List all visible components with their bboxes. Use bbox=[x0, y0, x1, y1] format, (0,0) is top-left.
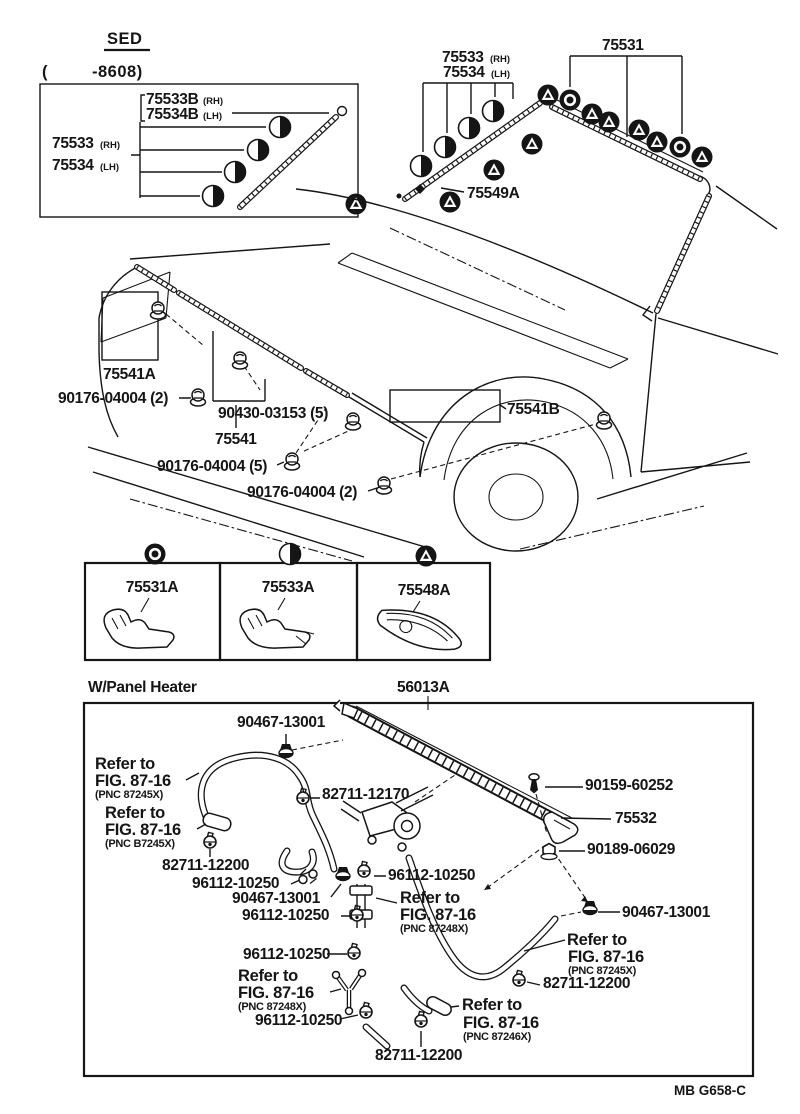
part-side-lh: (LH) bbox=[100, 162, 119, 173]
clamp-icon bbox=[360, 1003, 372, 1019]
refer-note-4-line3: (PNC 87248X) bbox=[238, 1001, 306, 1013]
part-label-90467-right: 90467-13001 bbox=[622, 904, 711, 921]
part-label-90467-mid: 90467-13001 bbox=[232, 890, 321, 907]
clamp-icon bbox=[348, 944, 360, 960]
clip-legend bbox=[85, 544, 490, 661]
part-side-lh: (LH) bbox=[203, 111, 222, 122]
part-side-rh: (RH) bbox=[100, 140, 121, 151]
part-label-82711-bottom: 82711-12200 bbox=[375, 1047, 463, 1064]
grommet-icon bbox=[279, 744, 293, 758]
legend-label-75531a: 75531A bbox=[125, 579, 179, 596]
clip-75531a-drawing bbox=[104, 609, 174, 648]
legend-label-75533a: 75533A bbox=[261, 579, 315, 596]
refer-note-5-line2: FIG. 87-16 bbox=[568, 948, 644, 966]
refer-note-3-line3: (PNC 87248X) bbox=[400, 923, 468, 935]
part-label-75534b: 75534B bbox=[146, 106, 199, 123]
refer-note-5-line3: (PNC 87245X) bbox=[568, 965, 636, 977]
car-body-outline bbox=[88, 186, 778, 561]
refer-note-4-line2: FIG. 87-16 bbox=[238, 984, 314, 1002]
clip-75548a-drawing bbox=[373, 604, 466, 656]
part-label-75533-inset: 75533 bbox=[52, 135, 94, 152]
part-label-90159: 90159-60252 bbox=[585, 777, 674, 794]
windshield-mouldings bbox=[346, 56, 713, 321]
legend-label-75548a: 75548A bbox=[397, 582, 451, 599]
part-label-96112-right: 96112-10250 bbox=[388, 867, 476, 884]
range-paren: ( bbox=[42, 63, 48, 81]
part-label-96112-1: 96112-10250 bbox=[192, 875, 280, 892]
refer-note-3-line1: Refer to bbox=[400, 889, 460, 907]
part-label-75549a: 75549A bbox=[467, 185, 520, 202]
part-label-90467-top: 90467-13001 bbox=[237, 714, 326, 731]
part-label-90176-mid: 90176-04004 (5) bbox=[157, 458, 268, 475]
part-label-75541b: 75541B bbox=[507, 401, 560, 418]
half-circle-marker bbox=[248, 140, 269, 161]
part-label-90430: 90430-03153 (5) bbox=[218, 405, 329, 422]
early-production-inset bbox=[40, 50, 358, 217]
clamp-icon bbox=[358, 862, 370, 878]
refer-note-1-line1: Refer to bbox=[95, 755, 155, 773]
refer-note-1-line3: (PNC 87245X) bbox=[95, 789, 163, 801]
bullseye-marker bbox=[145, 544, 166, 565]
refer-note-5-line1: Refer to bbox=[567, 931, 627, 949]
part-label-75533b: 75533B bbox=[146, 91, 199, 108]
clamp-icon bbox=[513, 971, 525, 987]
refer-note-1-line2: FIG. 87-16 bbox=[95, 772, 171, 790]
part-label-82711-right: 82711-12200 bbox=[543, 975, 631, 992]
part-label-90189: 90189-06029 bbox=[587, 841, 676, 858]
part-label-90176-top: 90176-04004 (2) bbox=[58, 390, 169, 407]
refer-note-6-line3: (PNC 87246X) bbox=[463, 1031, 531, 1043]
part-side-lh: (LH) bbox=[491, 69, 510, 80]
refer-note-3-line2: FIG. 87-16 bbox=[400, 906, 476, 924]
triangle-circle-marker bbox=[416, 546, 437, 567]
screw-icon bbox=[529, 774, 539, 794]
refer-note-6-line1: Refer to bbox=[462, 996, 522, 1014]
part-label-96112-2: 96112-10250 bbox=[242, 907, 330, 924]
part-label-75541a: 75541A bbox=[103, 366, 156, 383]
refer-note-6-line2: FIG. 87-16 bbox=[463, 1014, 539, 1032]
half-circle-marker bbox=[203, 186, 224, 207]
section-title-panel-heater: W/Panel Heater bbox=[88, 679, 197, 696]
hood-front-moulding-strip bbox=[137, 267, 347, 395]
clip-75533a-drawing bbox=[240, 609, 314, 648]
part-label-75534: 75534 bbox=[443, 64, 485, 81]
grommet-icon bbox=[583, 901, 597, 915]
part-label-82711-12170: 82711-12170 bbox=[322, 786, 410, 803]
part-label-75532: 75532 bbox=[615, 810, 657, 827]
part-label-96112-4: 96112-10250 bbox=[255, 1012, 343, 1029]
part-label-56013a: 56013A bbox=[397, 679, 450, 696]
model-code-label: SED bbox=[107, 30, 143, 48]
refer-note-4-line1: Refer to bbox=[238, 967, 298, 985]
half-circle-marker bbox=[280, 544, 301, 565]
refer-note-2-line1: Refer to bbox=[105, 804, 165, 822]
clamp-icon bbox=[415, 1012, 427, 1028]
clamp-icon bbox=[204, 833, 216, 849]
part-label-90176-low: 90176-04004 (2) bbox=[247, 484, 358, 501]
part-label-75541: 75541 bbox=[215, 431, 257, 448]
part-label-75533: 75533 bbox=[442, 49, 484, 66]
production-range-label: -8608) bbox=[92, 63, 143, 81]
part-label-75534-inset: 75534 bbox=[52, 157, 94, 174]
heater-section-box bbox=[84, 696, 753, 1076]
figure-plate-code: MB G658-C bbox=[674, 1083, 747, 1098]
nut-icon bbox=[541, 844, 557, 860]
part-side-rh: (RH) bbox=[490, 54, 511, 65]
part-label-82711-left: 82711-12200 bbox=[162, 857, 250, 874]
half-circle-marker bbox=[270, 117, 291, 138]
part-side-rh: (RH) bbox=[203, 96, 224, 107]
part-label-96112-3: 96112-10250 bbox=[243, 946, 331, 963]
half-circle-marker bbox=[225, 162, 246, 183]
grommet-icon bbox=[336, 867, 350, 881]
refer-note-2-line2: FIG. 87-16 bbox=[105, 821, 181, 839]
refer-note-2-line3: (PNC B7245X) bbox=[105, 838, 175, 850]
part-label-75531: 75531 bbox=[602, 37, 644, 54]
